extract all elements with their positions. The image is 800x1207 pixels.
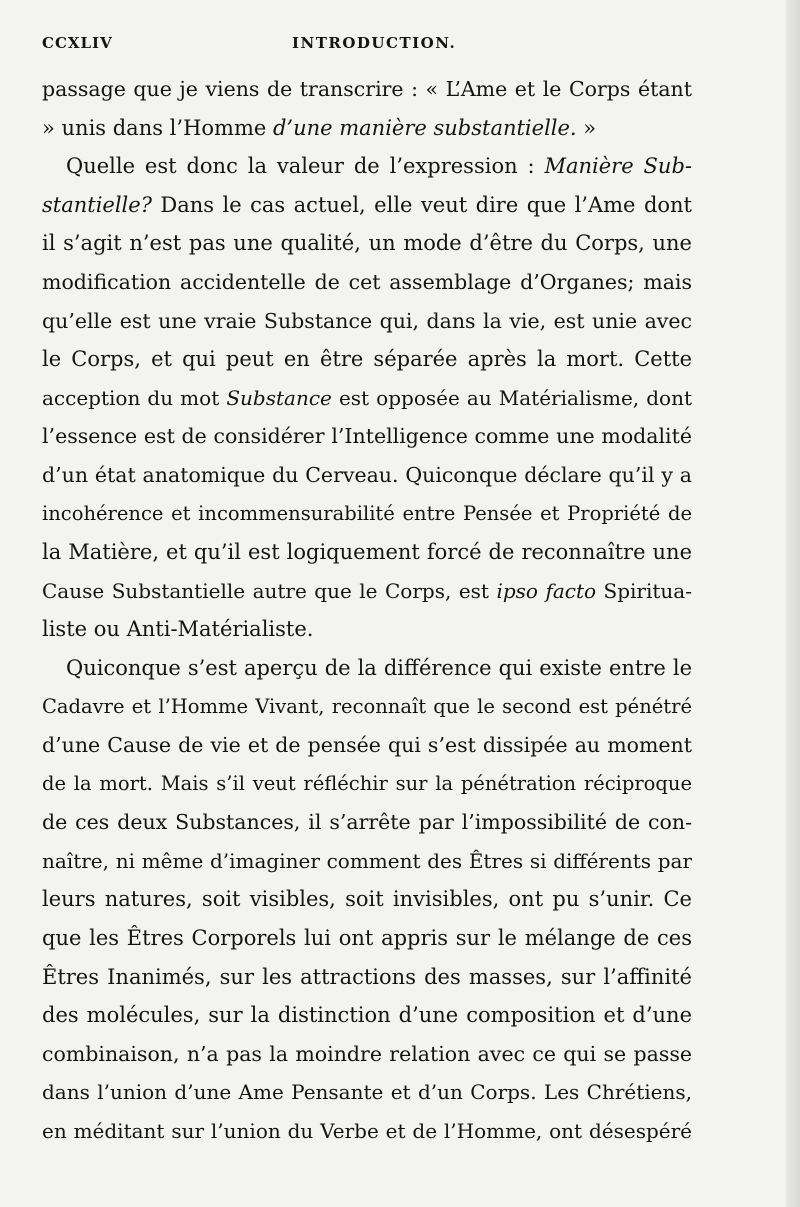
- body-text: [42, 70, 692, 1151]
- text-segment: Quiconque s’est aperçu de la différence qui existe entre le: [66, 655, 692, 680]
- text-line: [42, 456, 692, 495]
- text-line: [42, 726, 692, 765]
- text-segment: dans l’union d’une Ame Pensante et d’un Corps. Les Chrétiens,: [42, 1080, 692, 1105]
- text-line: [42, 70, 692, 109]
- text-segment: d’une Cause de vie et de pensée qui s’est dissipée au moment: [42, 733, 692, 758]
- text-segment: Quelle est donc la valeur de l’expression :: [66, 154, 545, 179]
- text-segment: de la mort. Mais s’il veut réfléchir sur la pénétration réciproque: [42, 771, 692, 795]
- text-segment: le Corps, et qui peut en être séparée après la mort. Cette: [42, 347, 692, 372]
- running-title: INTRODUCTION.: [292, 34, 457, 52]
- text-segment: »: [576, 115, 597, 140]
- text-line: [42, 186, 692, 225]
- text-line: [42, 340, 692, 379]
- text-line: [42, 533, 692, 572]
- text-segment: » unis dans l’Homme: [42, 115, 273, 140]
- italic-text: stantielle?: [42, 192, 152, 217]
- text-segment: l’essence est de considérer l’Intelligence comme une modalité: [42, 424, 692, 449]
- text-segment: leurs natures, soit visibles, soit invisibles, ont pu s’unir. Ce: [42, 887, 692, 912]
- text-segment: qu’elle est une vraie Substance qui, dans la vie, est unie avec: [42, 308, 692, 333]
- italic-text: Manière Sub-: [544, 154, 692, 179]
- text-segment: Cause Substantielle autre que le Corps, est: [42, 578, 497, 603]
- text-line: [42, 572, 692, 611]
- text-line: [42, 417, 692, 456]
- text-segment: Dans le cas actuel, elle veut dire que l’Ame dont: [151, 192, 692, 217]
- text-line: [42, 842, 692, 881]
- text-line: [42, 765, 692, 804]
- text-line: [42, 688, 692, 727]
- text-segment: est opposée au Matérialisme, dont: [331, 385, 692, 410]
- text-line: [42, 1035, 692, 1074]
- text-line: [42, 263, 692, 302]
- text-line: [42, 147, 692, 186]
- text-segment: en méditant sur l’union du Verbe et de l’Homme, ont désespéré: [42, 1119, 692, 1144]
- text-segment: liste ou Anti-Matérialiste.: [42, 617, 314, 642]
- text-line: [42, 379, 692, 418]
- italic-text: ipso facto: [496, 578, 597, 603]
- text-line: [42, 880, 692, 919]
- text-segment: que les Êtres Corporels lui ont appris sur le mélange de ces: [42, 926, 692, 951]
- text-line: [42, 649, 692, 688]
- text-segment: acception du mot: [42, 385, 227, 410]
- text-segment: passage que je viens de transcrire : « L’Ame et le Corps étant: [42, 77, 692, 101]
- text-segment: des molécules, sur la distinction d’une composition et d’une: [42, 1003, 692, 1028]
- italic-text: d’une manière substantielle.: [272, 115, 577, 140]
- text-line: [42, 1073, 692, 1112]
- text-line: [42, 495, 692, 534]
- text-segment: de ces deux Substances, il s’arrête par l’impossibilité de con-: [42, 810, 692, 835]
- text-line: [42, 996, 692, 1035]
- text-line: [42, 224, 692, 263]
- text-line: [42, 1112, 692, 1151]
- text-segment: naître, ni même d’imaginer comment des Êtres si différents par: [42, 848, 692, 873]
- text-line: [42, 610, 692, 649]
- text-segment: incohérence et incommensurabilité entre Pensée et Propriété de: [42, 501, 692, 525]
- text-segment: modification accidentelle de cet assemblage d’Organes; mais: [42, 269, 692, 294]
- text-segment: d’un état anatomique du Cerveau. Quiconque déclare qu’il y a: [42, 462, 692, 487]
- text-segment: Êtres Inanimés, sur les attractions des masses, sur l’affinité: [42, 964, 692, 989]
- text-line: [42, 919, 692, 958]
- page-edge: [786, 0, 800, 1207]
- text-line: [42, 803, 692, 842]
- text-segment: Cadavre et l’Homme Vivant, reconnaît que le second est pénétré: [42, 694, 692, 718]
- text-line: [42, 958, 692, 997]
- text-segment: Spiritua-: [596, 578, 692, 603]
- text-line: [42, 109, 692, 148]
- text-segment: la Matière, et qu’il est logiquement forcé de reconnaître une: [42, 540, 692, 565]
- text-line: [42, 302, 692, 341]
- page-header: [42, 34, 736, 56]
- italic-text: Substance: [226, 385, 332, 410]
- text-segment: combinaison, n’a pas la moindre relation avec ce qui se passe: [42, 1041, 692, 1066]
- page-number: CCXLIV: [42, 34, 113, 52]
- text-segment: il s’agit n’est pas une qualité, un mode d’être du Corps, une: [42, 231, 692, 256]
